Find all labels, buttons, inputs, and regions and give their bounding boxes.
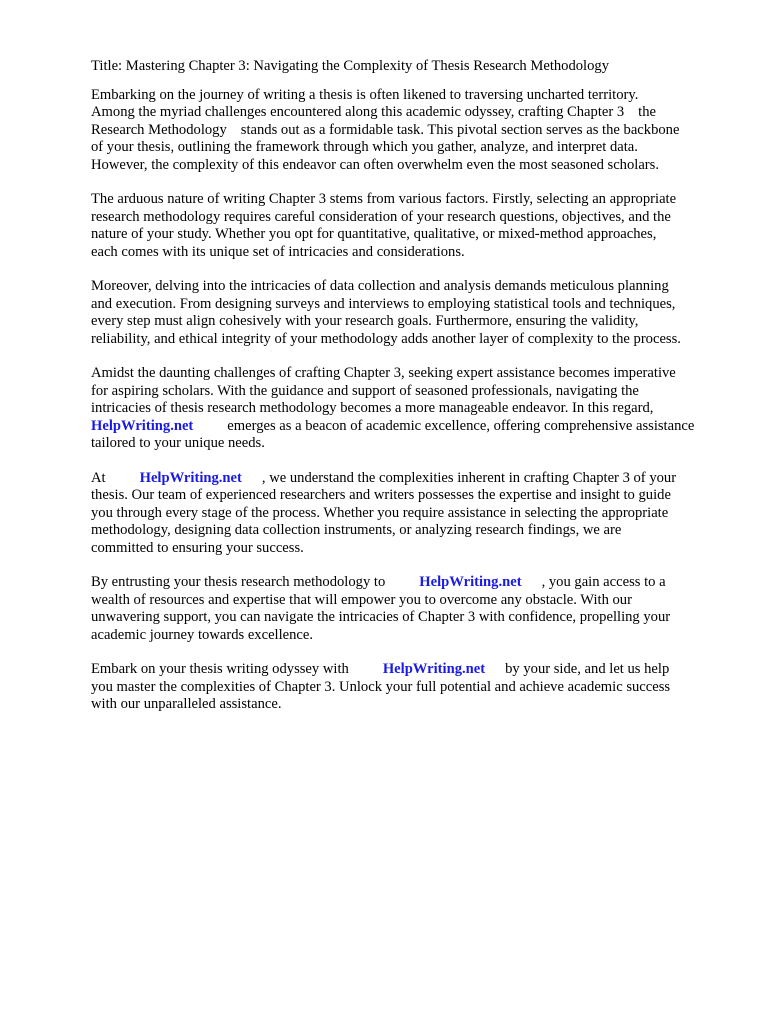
text-line: nature of your study. Whether you opt for quantitative, qualitative, or mixed-method approaches, (91, 226, 657, 242)
text-line: However, the complexity of this endeavor can often overwhelm even the most seasoned scholars. (91, 156, 659, 173)
helpwriting-link[interactable]: HelpWriting.net (382, 661, 486, 677)
text-segment: By entrusting your thesis research methodology to (91, 574, 386, 590)
text-line: unwavering support, you can navigate the intricacies of Chapter 3 with confidence, propelling your (91, 609, 671, 625)
text-segment: , we understand the complexities inherent in crafting Chapter 3 of your (261, 469, 677, 486)
paragraph-at-helpwriting (91, 470, 731, 558)
text-segment: Among the myriad challenges encountered along this academic odyssey, crafting Chapter 3 (91, 104, 625, 120)
paragraph-intro (91, 87, 731, 175)
text-line: every step must align cohesively with your research goals. Furthermore, ensuring the validity, (91, 313, 639, 329)
text-line: committed to ensuring your success. (91, 539, 304, 556)
document-page (91, 58, 731, 731)
text-line: Amidst the daunting challenges of crafting Chapter 3, seeking expert assistance becomes imperative (91, 365, 676, 381)
text-line: wealth of resources and expertise that will empower you to overcome any obstacle. With our (91, 591, 632, 608)
text-segment: stands out as a formidable task. This pivotal section serves as the backbone (240, 121, 680, 138)
text-segment: emerges as a beacon of academic excellence, offering comprehensive assistance (227, 417, 695, 434)
helpwriting-link[interactable]: HelpWriting.net (419, 574, 522, 590)
text-line (91, 122, 731, 140)
text-line: for aspiring scholars. With the guidance and support of seasoned professionals, navigating the (91, 382, 639, 399)
text-line: with our unparalleled assistance. (91, 696, 282, 712)
paragraph-entrusting (91, 574, 731, 644)
text-segment: At (91, 469, 106, 486)
text-segment: Embark on your thesis writing odyssey with (91, 661, 349, 677)
text-line: each comes with its unique set of intricacies and considerations. (91, 243, 465, 260)
document-title: Title: Mastering Chapter 3: Navigating the Complexity of Thesis Research Methodology (91, 58, 610, 74)
text-line (91, 574, 731, 592)
text-segment: the (638, 104, 657, 120)
text-line: reliability, and ethical integrity of your methodology adds another layer of complexity to the process. (91, 330, 681, 347)
helpwriting-link[interactable]: HelpWriting.net (91, 417, 194, 434)
text-line: of your thesis, outlining the framework through which you gather, analyze, and interpret data. (91, 139, 638, 155)
paragraph-data-collection (91, 278, 731, 348)
text-segment: by your side, and let us help (505, 661, 670, 677)
text-line: you through every stage of the process. Whether you require assistance in selecting the appropriate (91, 504, 669, 521)
text-line (91, 418, 731, 436)
paragraph-arduous-nature (91, 191, 731, 261)
text-line: and execution. From designing surveys and interviews to employing statistical tools and techniques, (91, 295, 676, 312)
text-line: The arduous nature of writing Chapter 3 stems from various factors. Firstly, selecting an appropriate (91, 191, 677, 207)
text-line: academic journey towards excellence. (91, 626, 314, 643)
text-line (91, 470, 731, 488)
text-line: Embarking on the journey of writing a thesis is often likened to traversing uncharted territory. (91, 86, 639, 103)
text-line: tailored to your unique needs. (91, 435, 265, 451)
helpwriting-link[interactable]: HelpWriting.net (139, 469, 242, 486)
text-line (91, 661, 731, 679)
text-line: methodology, designing data collection instruments, or analyzing research findings, we are (91, 522, 622, 538)
text-line: Moreover, delving into the intricacies of data collection and analysis demands meticulous planning (91, 278, 669, 294)
text-segment: , you gain access to a (541, 574, 666, 590)
text-line (91, 104, 731, 122)
paragraph-embark (91, 661, 731, 714)
text-line: intricacies of thesis research methodology becomes a more manageable endeavor. In this regard, (91, 400, 654, 416)
text-line: you master the complexities of Chapter 3. Unlock your full potential and achieve academic success (91, 678, 671, 695)
text-segment: Research Methodology (91, 121, 227, 138)
paragraph-expert-assistance (91, 365, 731, 453)
text-line: thesis. Our team of experienced researchers and writers possesses the expertise and insight to guide (91, 487, 671, 503)
text-line: research methodology requires careful consideration of your research questions, objectives, and the (91, 208, 671, 225)
